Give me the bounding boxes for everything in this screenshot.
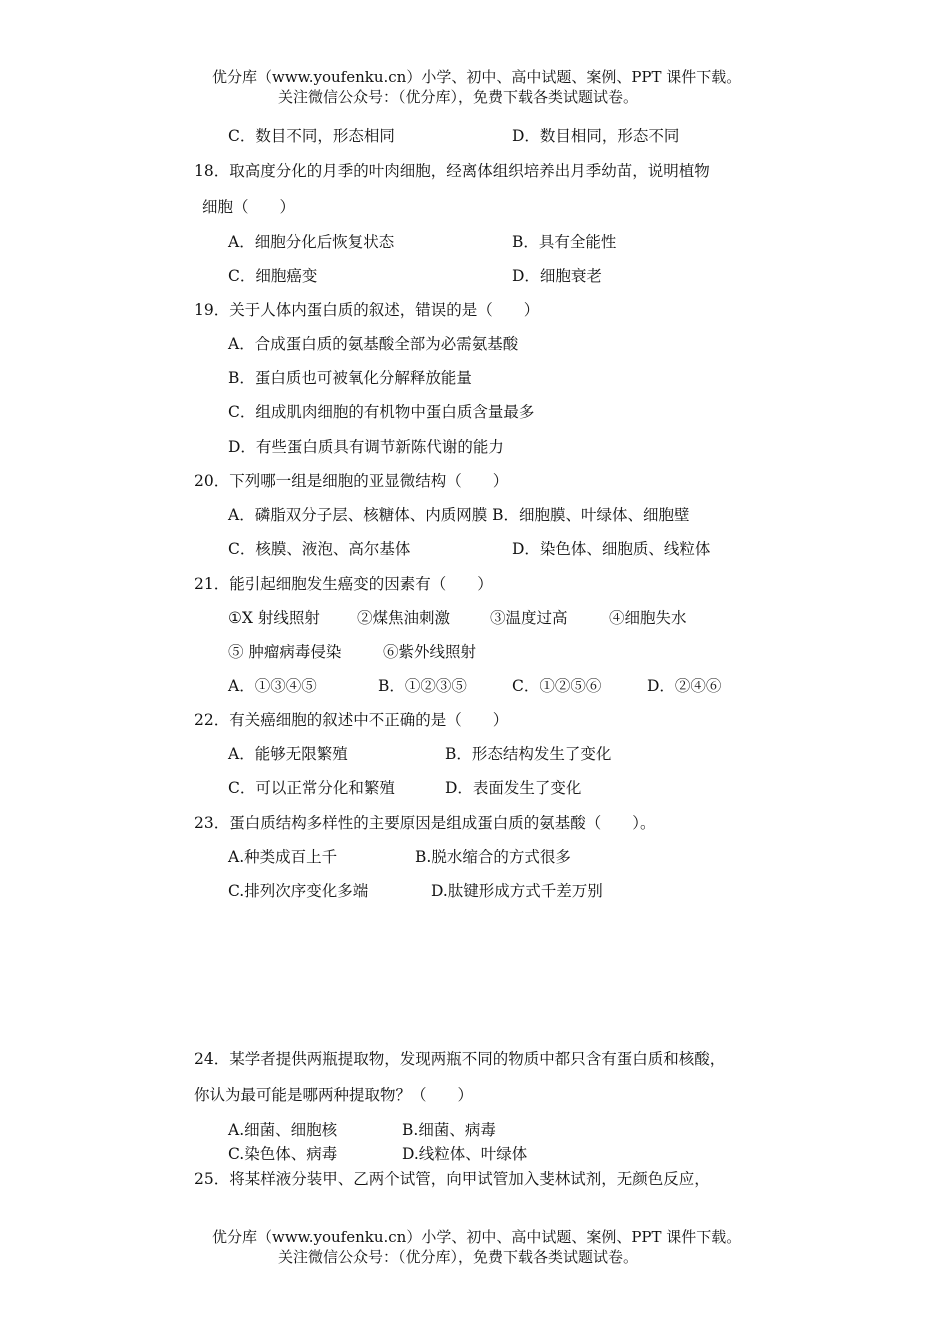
q20-option-ab: A．磷脂双分子层、核糖体、内质网膜 B．细胞膜、叶绿体、细胞壁 [228, 506, 690, 524]
q23-stem: 23．蛋白质结构多样性的主要原因是组成蛋白质的氨基酸（ ）。 [194, 814, 656, 832]
q22-option-d: D．表面发生了变化 [445, 779, 582, 797]
q18-stem-line-1: 18．取高度分化的月季的叶肉细胞，经离体组织培养出月季幼苗，说明植物 [194, 162, 710, 180]
q23-option-c: C.排列次序变化多端 [228, 882, 369, 900]
q21-factor-1: ①X 射线照射 [228, 609, 320, 627]
q25-stem-line-1: 25．将某样液分装甲、乙两个试管，向甲试管加入斐林试剂，无颜色反应， [194, 1170, 710, 1188]
q21-factor-2: ②煤焦油刺激 [357, 609, 451, 627]
q23-option-b: B.脱水缩合的方式很多 [415, 848, 571, 866]
q22-option-a: A．能够无限繁殖 [228, 745, 348, 763]
q18-option-c: C．细胞癌变 [228, 267, 318, 285]
q21-stem: 21．能引起细胞发生癌变的因素有（ ） [194, 575, 493, 593]
q21-option-d: D．②④⑥ [647, 677, 722, 695]
q22-stem: 22．有关癌细胞的叙述中不正确的是（ ） [194, 711, 509, 729]
q19-option-d: D．有些蛋白质具有调节新陈代谢的能力 [228, 438, 504, 456]
q19-option-c: C．组成肌肉细胞的有机物中蛋白质含量最多 [228, 403, 535, 421]
q24-option-b: B.细菌、病毒 [402, 1121, 496, 1139]
q20-stem: 20．下列哪一组是细胞的亚显微结构（ ） [194, 472, 509, 490]
q18-option-b: B．具有全能性 [512, 233, 617, 251]
q24-stem-line-1: 24．某学者提供两瓶提取物，发现两瓶不同的物质中都只含有蛋白质和核酸， [194, 1050, 726, 1068]
q24-option-d: D.线粒体、叶绿体 [402, 1145, 528, 1163]
q24-option-a: A.细菌、细胞核 [228, 1121, 338, 1139]
footer-line-1: 优分库（www.youfenku.cn）小学、初中、高中试题、案例、PPT 课件下载。 [212, 1228, 742, 1246]
q17-option-d: D．数目相同，形态不同 [512, 127, 680, 145]
q21-option-a: A．①③④⑤ [228, 677, 317, 695]
q19-option-b: B．蛋白质也可被氧化分解释放能量 [228, 369, 472, 387]
q21-factor-4: ④细胞失水 [609, 609, 687, 627]
q21-factor-5: ⑤ 肿瘤病毒侵染 [228, 643, 342, 661]
q20-option-d: D．染色体、细胞质、线粒体 [512, 540, 711, 558]
q24-option-c: C.染色体、病毒 [228, 1145, 338, 1163]
header-line-1: 优分库（www.youfenku.cn）小学、初中、高中试题、案例、PPT 课件下载。 [212, 68, 742, 86]
q24-stem-line-2: 你认为最可能是哪两种提取物？（ ） [194, 1086, 474, 1104]
q21-option-b: B．①②③⑤ [378, 677, 467, 695]
q18-option-a: A．细胞分化后恢复状态 [228, 233, 395, 251]
q20-option-c: C．核膜、液泡、高尔基体 [228, 540, 411, 558]
q19-option-a: A．合成蛋白质的氨基酸全部为必需氨基酸 [228, 335, 519, 353]
header-line-2: 关注微信公众号：（优分库），免费下载各类试题试卷。 [278, 88, 639, 106]
q21-option-c: C．①②⑤⑥ [512, 677, 602, 695]
q19-stem: 19．关于人体内蛋白质的叙述，错误的是（ ） [194, 301, 540, 319]
q21-factor-6: ⑥紫外线照射 [383, 643, 477, 661]
q22-option-b: B．形态结构发生了变化 [445, 745, 612, 763]
q23-option-d: D.肽键形成方式千差万别 [431, 882, 603, 900]
q18-stem-line-2: 细胞（ ） [202, 198, 296, 216]
q21-factor-3: ③温度过高 [490, 609, 568, 627]
q23-option-a: A.种类成百上千 [228, 848, 338, 866]
footer-line-2: 关注微信公众号：（优分库），免费下载各类试题试卷。 [278, 1248, 639, 1266]
q17-option-c: C．数目不同，形态相同 [228, 127, 395, 145]
q22-option-c: C．可以正常分化和繁殖 [228, 779, 395, 797]
q18-option-d: D．细胞衰老 [512, 267, 602, 285]
